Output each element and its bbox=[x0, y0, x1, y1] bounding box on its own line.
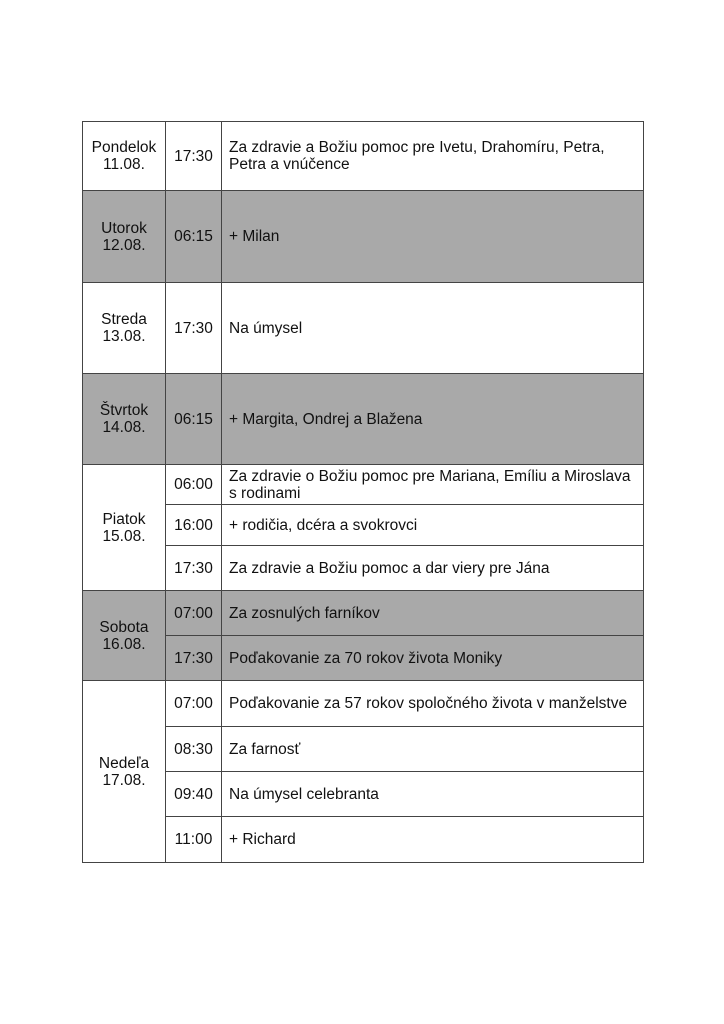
intention-text: + Richard bbox=[229, 831, 296, 848]
intention-cell bbox=[222, 591, 644, 636]
day-date: 16.08. bbox=[102, 635, 146, 653]
day-name: Sobota bbox=[99, 618, 149, 636]
time-cell bbox=[166, 465, 222, 505]
day-name: Piatok bbox=[102, 510, 146, 528]
day-cell bbox=[83, 681, 166, 863]
table-row bbox=[83, 374, 644, 465]
mass-time: 06:00 bbox=[174, 476, 213, 493]
day-cell bbox=[83, 283, 166, 374]
intention-cell bbox=[222, 772, 644, 817]
mass-time: 09:40 bbox=[174, 785, 213, 803]
day-date: 11.08. bbox=[103, 156, 145, 173]
time-cell bbox=[166, 122, 222, 191]
intention-text: Za farnosť bbox=[229, 740, 301, 758]
table-row bbox=[83, 283, 644, 374]
intention-text: Poďakovanie za 57 rokov spoločného života v manželstve bbox=[229, 695, 628, 712]
intention-cell bbox=[222, 546, 644, 591]
intention-text: + Milan bbox=[229, 228, 280, 245]
mass-time: 17:30 bbox=[174, 319, 213, 337]
day-date: 13.08. bbox=[102, 328, 146, 345]
intention-cell bbox=[222, 636, 644, 681]
day-name: Streda bbox=[101, 311, 147, 328]
table-row bbox=[83, 505, 644, 546]
day-cell bbox=[83, 191, 166, 283]
mass-intentions-table bbox=[82, 121, 644, 863]
table-row bbox=[83, 636, 644, 681]
intention-text: + Margita, Ondrej a Blažena bbox=[229, 410, 423, 428]
day-name: Utorok bbox=[101, 219, 147, 237]
intention-cell bbox=[222, 727, 644, 772]
day-name: Štvrtok bbox=[99, 402, 149, 419]
time-cell bbox=[166, 772, 222, 817]
time-cell bbox=[166, 374, 222, 465]
mass-time: 07:00 bbox=[174, 695, 213, 712]
intention-text: Za zdravie o Božiu pomoc pre Mariana, Emíliu a Miroslava s rodinami bbox=[229, 467, 631, 502]
intention-text: Poďakovanie za 70 rokov života Moniky bbox=[229, 649, 503, 667]
mass-time: 16:00 bbox=[174, 516, 213, 534]
time-cell bbox=[166, 681, 222, 727]
table-row bbox=[83, 727, 644, 772]
intention-cell bbox=[222, 122, 644, 191]
intention-text: Za zdravie a Božiu pomoc pre Ivetu, Drahomíru, Petra, Petra a vnúčence bbox=[229, 139, 605, 173]
day-cell bbox=[83, 465, 166, 591]
table-row bbox=[83, 546, 644, 591]
intention-text: Za zdravie a Božiu pomoc a dar viery pre Jána bbox=[229, 559, 550, 577]
intention-cell bbox=[222, 465, 644, 505]
intention-text: + rodičia, dcéra a svokrovci bbox=[229, 516, 418, 534]
day-date: 15.08. bbox=[102, 527, 146, 545]
time-cell bbox=[166, 191, 222, 283]
table-row bbox=[83, 122, 644, 191]
table-row bbox=[83, 772, 644, 817]
mass-time: 07:00 bbox=[174, 604, 213, 622]
intention-cell bbox=[222, 681, 644, 727]
mass-time: 08:30 bbox=[174, 740, 213, 758]
time-cell bbox=[166, 817, 222, 863]
intention-cell bbox=[222, 283, 644, 374]
table-row bbox=[83, 817, 644, 863]
mass-time: 11:00 bbox=[174, 831, 213, 848]
day-date: 14.08. bbox=[102, 419, 146, 436]
table-row bbox=[83, 465, 644, 505]
day-name: Pondelok bbox=[91, 139, 157, 156]
intention-text: Na úmysel celebranta bbox=[229, 785, 379, 803]
intention-cell bbox=[222, 505, 644, 546]
time-cell bbox=[166, 283, 222, 374]
intention-cell bbox=[222, 191, 644, 283]
intention-cell bbox=[222, 374, 644, 465]
mass-time: 06:15 bbox=[174, 410, 213, 428]
mass-time: 17:30 bbox=[174, 147, 213, 165]
time-cell bbox=[166, 727, 222, 772]
day-name: Nedeľa bbox=[98, 754, 150, 772]
time-cell bbox=[166, 636, 222, 681]
day-cell bbox=[83, 374, 166, 465]
day-date: 17.08. bbox=[102, 771, 146, 789]
day-cell bbox=[83, 591, 166, 681]
day-date: 12.08. bbox=[102, 236, 146, 254]
intention-text: Za zosnulých farníkov bbox=[229, 604, 380, 622]
time-cell bbox=[166, 591, 222, 636]
time-cell bbox=[166, 505, 222, 546]
intention-cell bbox=[222, 817, 644, 863]
table-row bbox=[83, 191, 644, 283]
table-row bbox=[83, 681, 644, 727]
mass-time: 06:15 bbox=[174, 228, 213, 245]
mass-time: 17:30 bbox=[174, 649, 213, 667]
time-cell bbox=[166, 546, 222, 591]
day-cell bbox=[83, 122, 166, 191]
table-row bbox=[83, 591, 644, 636]
mass-time: 17:30 bbox=[174, 559, 213, 577]
intention-text: Na úmysel bbox=[229, 319, 303, 337]
